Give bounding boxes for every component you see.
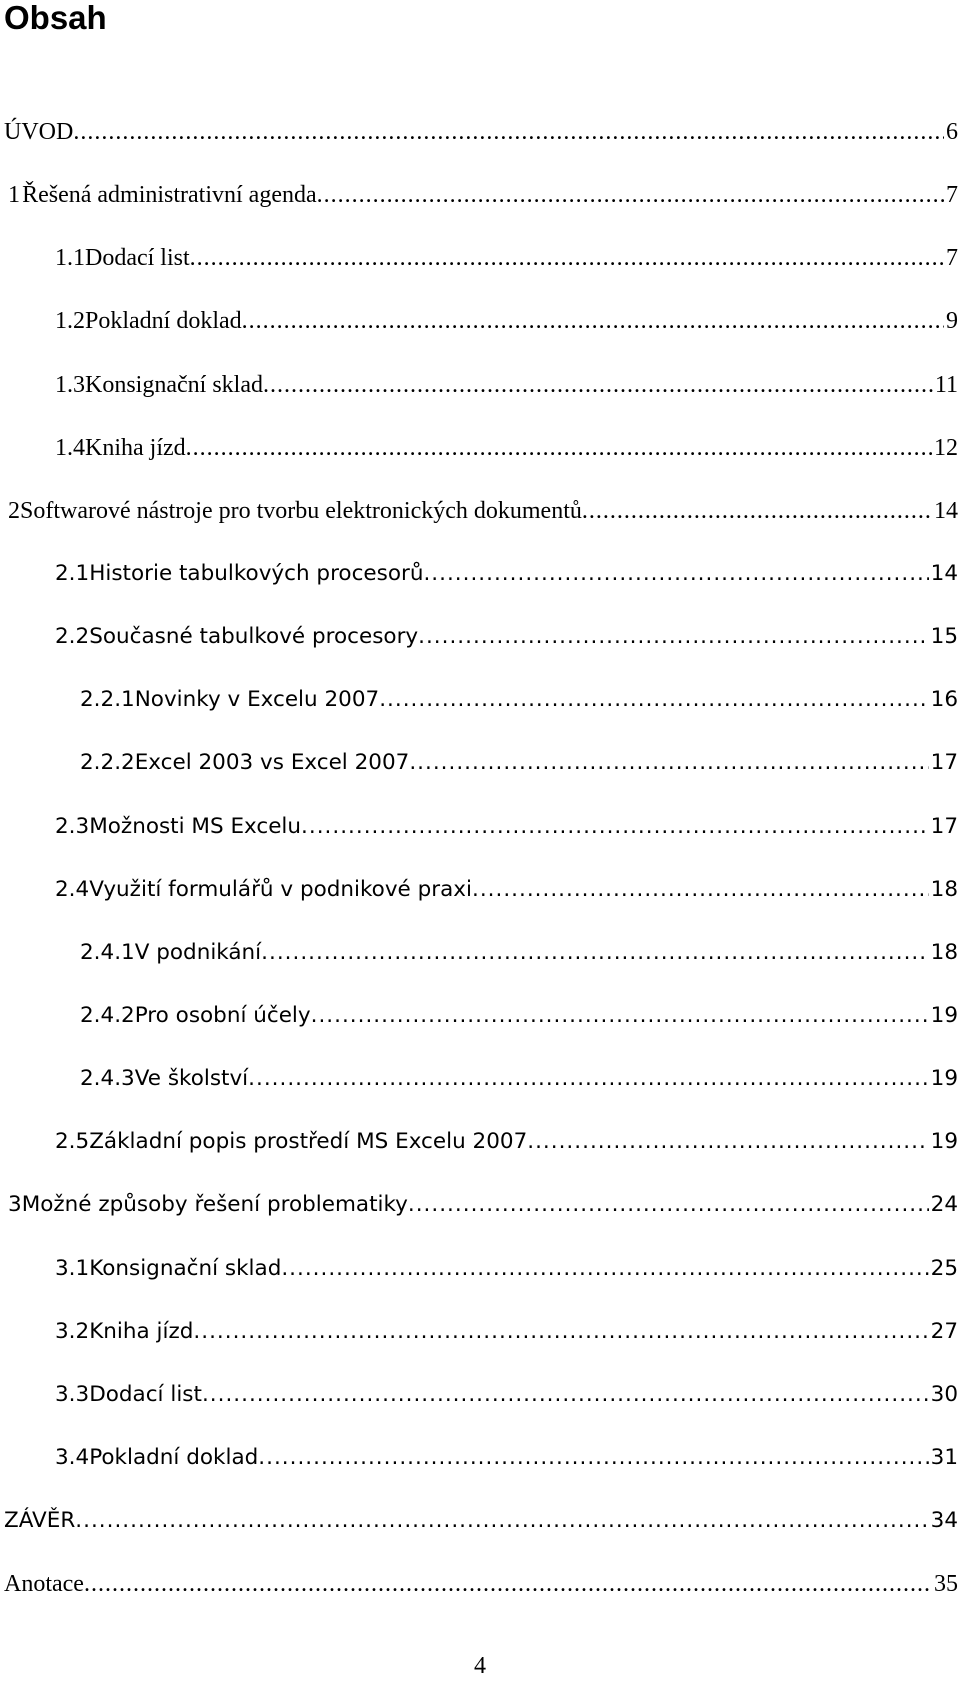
toc-entry-number: 2.4.3 xyxy=(80,1066,135,1092)
toc-entry-page: 7 xyxy=(946,245,958,272)
toc-entry[interactable] xyxy=(0,244,958,307)
toc-entry[interactable] xyxy=(0,1065,958,1128)
toc-entry-page: 27 xyxy=(930,1318,958,1344)
dot-leader xyxy=(248,1065,928,1093)
toc-entry[interactable] xyxy=(0,118,958,181)
toc-entry-title: ZÁVĚR xyxy=(4,1508,76,1534)
toc-entry-number: 2.2.1 xyxy=(80,687,135,713)
toc-entry[interactable] xyxy=(0,434,958,497)
dot-leader xyxy=(423,560,928,588)
toc-entry[interactable] xyxy=(0,560,958,623)
dot-leader xyxy=(311,1002,929,1030)
page-title: Obsah xyxy=(4,0,107,36)
table-of-contents xyxy=(0,118,958,1633)
toc-entry-number: 1.2 xyxy=(55,308,85,335)
toc-entry-title: Možnosti MS Excelu xyxy=(89,813,302,839)
toc-entry-number: 3.2 xyxy=(55,1318,90,1344)
toc-entry[interactable] xyxy=(0,1570,958,1633)
toc-entry-title: Dodací list xyxy=(89,1381,202,1407)
toc-entry-page: 14 xyxy=(930,560,958,586)
toc-entry[interactable] xyxy=(0,1002,958,1065)
toc-entry-number: 3 xyxy=(8,1192,22,1218)
toc-entry-title: Řešená administrativní agenda xyxy=(22,182,317,209)
toc-entry-number: 1.4 xyxy=(55,434,85,461)
toc-entry[interactable] xyxy=(0,1128,958,1191)
toc-entry-title: V podnikání xyxy=(134,939,262,965)
toc-entry-title: Kniha jízd xyxy=(85,434,186,461)
toc-entry-number: 3.3 xyxy=(55,1381,90,1407)
toc-entry-title: Konsignační sklad xyxy=(85,371,263,398)
dot-leader xyxy=(190,244,944,272)
dot-leader xyxy=(527,1128,928,1156)
toc-entry-number: 1.1 xyxy=(55,245,85,272)
dot-leader xyxy=(193,1318,928,1346)
toc-entry-page: 18 xyxy=(930,939,958,965)
toc-entry-number: 2.5 xyxy=(55,1129,90,1155)
dot-leader xyxy=(186,434,932,462)
toc-entry[interactable] xyxy=(0,371,958,434)
toc-entry[interactable] xyxy=(0,1381,958,1444)
toc-entry[interactable] xyxy=(0,623,958,686)
dot-leader xyxy=(408,1191,929,1219)
toc-entry-title: Excel 2003 vs Excel 2007 xyxy=(134,750,410,776)
toc-entry-page: 7 xyxy=(946,182,958,209)
toc-entry[interactable] xyxy=(0,181,958,244)
toc-entry-title: Možné způsoby řešení problematiky xyxy=(21,1192,408,1218)
dot-leader xyxy=(301,813,929,841)
toc-entry-page: 35 xyxy=(934,1571,958,1598)
dot-leader xyxy=(409,749,928,777)
toc-entry-number: 3.1 xyxy=(55,1255,90,1281)
toc-entry-number: 2.4 xyxy=(55,876,90,902)
toc-entry-title: Dodací list xyxy=(85,245,190,272)
toc-entry-number: 2.4.1 xyxy=(80,939,135,965)
toc-entry[interactable] xyxy=(0,1507,958,1570)
toc-entry[interactable] xyxy=(0,497,958,560)
toc-entry[interactable] xyxy=(0,1191,958,1254)
dot-leader xyxy=(261,939,928,967)
toc-entry-title: Využití formulářů v podnikové praxi xyxy=(89,876,472,902)
toc-entry-page: 24 xyxy=(930,1192,958,1218)
toc-entry-page: 31 xyxy=(930,1444,958,1470)
dot-leader xyxy=(281,1255,928,1283)
page-number: 4 xyxy=(474,1653,486,1679)
toc-entry-number: 2 xyxy=(8,497,20,524)
dot-leader xyxy=(582,497,932,525)
toc-entry[interactable] xyxy=(0,939,958,1002)
toc-entry-title: Pro osobní účely xyxy=(134,1002,311,1028)
toc-entry-title: Základní popis prostředí MS Excelu 2007 xyxy=(89,1129,528,1155)
toc-entry-number: 1 xyxy=(8,182,20,209)
toc-entry-title: Kniha jízd xyxy=(89,1318,194,1344)
toc-entry[interactable] xyxy=(0,1444,958,1507)
toc-entry-number: 2.2 xyxy=(55,624,90,650)
toc-entry-page: 19 xyxy=(930,1066,958,1092)
toc-entry-page: 15 xyxy=(930,624,958,650)
toc-entry-page: 17 xyxy=(930,813,958,839)
dot-leader xyxy=(263,371,933,399)
toc-entry-number: 2.2.2 xyxy=(80,750,135,776)
toc-entry-page: 30 xyxy=(930,1381,958,1407)
dot-leader xyxy=(202,1381,929,1409)
toc-entry[interactable] xyxy=(0,686,958,749)
dot-leader xyxy=(73,118,944,146)
toc-entry-page: 6 xyxy=(946,119,958,145)
toc-entry-title: Pokladní doklad xyxy=(89,1444,259,1470)
toc-entry-number: 3.4 xyxy=(55,1444,90,1470)
toc-entry-page: 34 xyxy=(930,1508,958,1534)
toc-entry-number: 2.3 xyxy=(55,813,90,839)
toc-entry-page: 14 xyxy=(934,497,958,524)
dot-leader xyxy=(418,623,929,651)
dot-leader xyxy=(84,1570,932,1598)
toc-entry-page: 18 xyxy=(930,876,958,902)
toc-entry[interactable] xyxy=(0,1255,958,1318)
toc-entry-page: 9 xyxy=(946,308,958,335)
dot-leader xyxy=(317,181,944,209)
toc-entry-number: 2.4.2 xyxy=(80,1002,135,1028)
toc-entry-number: 2.1 xyxy=(55,560,90,586)
toc-entry[interactable] xyxy=(0,1318,958,1381)
toc-entry-number: 1.3 xyxy=(55,371,85,398)
toc-entry-page: 11 xyxy=(934,371,958,398)
toc-entry[interactable] xyxy=(0,307,958,370)
toc-entry-title: Konsignační sklad xyxy=(89,1255,282,1281)
toc-entry[interactable] xyxy=(0,813,958,876)
dot-leader xyxy=(258,1444,928,1472)
toc-entry-title: Novinky v Excelu 2007 xyxy=(134,687,380,713)
toc-entry-page: 19 xyxy=(930,1129,958,1155)
toc-entry-page: 17 xyxy=(930,750,958,776)
toc-entry-title: ÚVOD xyxy=(4,119,74,145)
toc-entry-title: Pokladní doklad xyxy=(85,308,242,335)
toc-entry-title: Softwarové nástroje pro tvorbu elektronických dokumentů xyxy=(20,497,582,524)
toc-entry-page: 19 xyxy=(930,1002,958,1028)
toc-entry-title: Historie tabulkových procesorů xyxy=(89,560,424,586)
toc-entry[interactable] xyxy=(0,749,958,812)
toc-entry-title: Ve školství xyxy=(134,1066,249,1092)
toc-entry-page: 12 xyxy=(934,434,958,461)
dot-leader xyxy=(75,1507,928,1535)
dot-leader xyxy=(242,307,944,335)
dot-leader xyxy=(379,686,928,714)
toc-entry-title: Anotace xyxy=(4,1571,84,1598)
toc-entry[interactable] xyxy=(0,876,958,939)
toc-entry-page: 16 xyxy=(930,687,958,713)
toc-entry-title: Současné tabulkové procesory xyxy=(89,624,419,650)
dot-leader xyxy=(472,876,929,904)
toc-entry-page: 25 xyxy=(930,1255,958,1281)
